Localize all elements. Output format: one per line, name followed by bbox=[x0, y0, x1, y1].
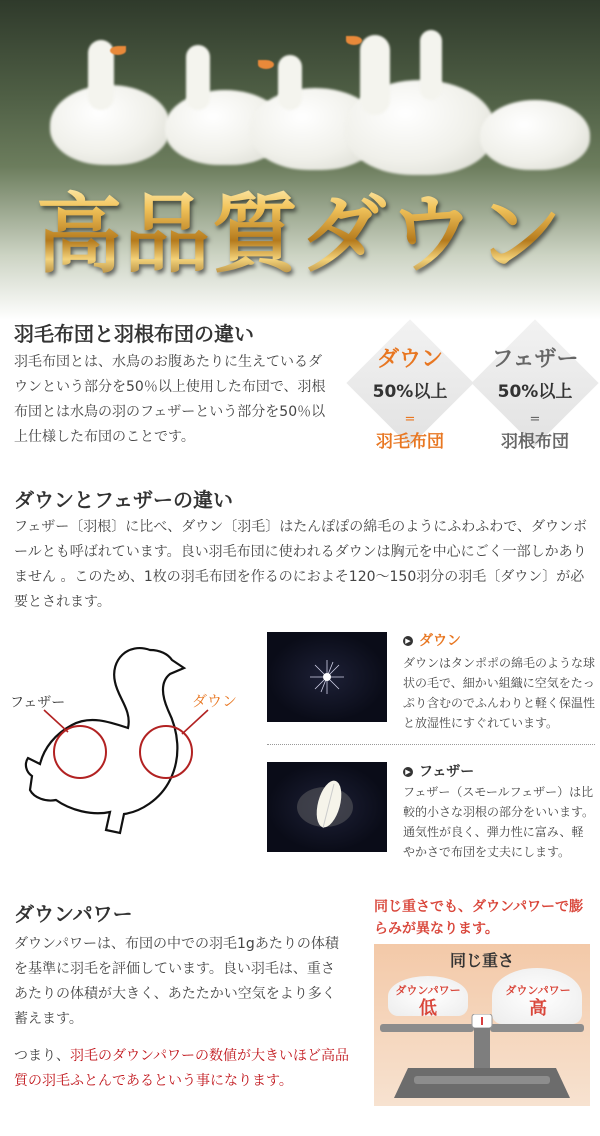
section3-body2 bbox=[14, 1044, 354, 1094]
right-label: ダウンパワー bbox=[505, 984, 571, 997]
compare-down-label: ダウン bbox=[376, 347, 443, 372]
compare-feather-result: 羽根布団 bbox=[501, 432, 569, 452]
section2-heading: ダウンとフェザーの違い bbox=[14, 488, 233, 512]
section3-body2-prefix: つまり、 bbox=[14, 1048, 70, 1064]
down-circle bbox=[140, 726, 192, 778]
feather-desc: フェザー（スモールフェザー）は比較的小さな羽根の部分をいいます。通気性が良く、弾力性に富み、軽やかさで布団を丈夫にします。 bbox=[403, 785, 595, 859]
hero-title: 高品質ダウン bbox=[0, 180, 600, 290]
section1-body: 羽毛布団とは、水鳥のお腹あたりに生えているダウンという部分を50％以上使用した布団で、羽根布団とは水鳥の羽のフェザーという部分を50％以上仕様した布団のことです。 bbox=[14, 354, 326, 445]
feather-circle bbox=[54, 726, 106, 778]
scale-title: 同じ重さ bbox=[449, 951, 514, 970]
down-title bbox=[403, 630, 461, 650]
divider bbox=[267, 744, 595, 745]
compare-down-result: 羽毛布団 bbox=[376, 432, 444, 452]
down-desc: ダウンはタンポポの綿毛のような球状の毛で、細かい組織に空気をたっぷり含むのでふんわりと軽く保温性と放湿性にすぐれています。 bbox=[403, 656, 596, 730]
bullet-arrow-icon: ▶ bbox=[403, 767, 413, 777]
left-label: ダウンパワー bbox=[395, 984, 461, 997]
section3-body2-highlight: 羽毛のダウンパワーの数値が大きいほど高品質の羽毛ふとんであるという事になります。 bbox=[14, 1048, 350, 1089]
hero-banner bbox=[0, 0, 600, 320]
diagram-feather-label: フェザー bbox=[10, 695, 66, 711]
goose-diagram bbox=[0, 630, 260, 850]
down-pointer bbox=[182, 710, 208, 734]
right-value: 高 bbox=[529, 998, 547, 1019]
compare-feather bbox=[470, 338, 600, 452]
section3-body1: ダウンパワーは、布団の中での羽毛1gあたりの体積を基準に羽毛を評価しています。良い羽毛は、重さあたりの体積が大きく、あたたかい空気をより多く蓄えます。 bbox=[14, 936, 339, 1027]
down-photo bbox=[267, 632, 387, 722]
feather-photo bbox=[267, 762, 387, 852]
compare-down-percent: 50%以上 bbox=[372, 382, 448, 402]
down-fluff-icon bbox=[267, 632, 387, 722]
diagram-down-label: ダウン bbox=[192, 692, 238, 710]
compare-feather-percent: 50%以上 bbox=[497, 382, 573, 402]
feather-title-text: フェザー bbox=[419, 764, 475, 780]
feather-title bbox=[403, 761, 474, 781]
compare-feather-label: フェザー bbox=[491, 347, 579, 372]
compare-feather-eq: = bbox=[529, 412, 541, 427]
scale-icon bbox=[374, 1014, 590, 1106]
scale-caption: 同じ重さでも、ダウンパワーで膨らみが異なります。 bbox=[374, 899, 584, 937]
section3-heading: ダウンパワー bbox=[14, 902, 133, 926]
compare-down-eq: = bbox=[404, 412, 416, 427]
feather-icon bbox=[267, 762, 387, 852]
section1-heading: 羽毛布団と羽根布団の違い bbox=[14, 322, 254, 346]
section2-body: フェザー〔羽根〕に比べ、ダウン〔羽毛〕はたんぽぽの綿毛のようにふわふわで、ダウンボールとも呼ばれています。良い羽毛布団に使われるダウンは胸元を中心にごく一部しかありません 。このため、1枚の羽毛布団を作るのにおよそ120～150羽分の羽毛〔ダウン〕が必要とされます。 bbox=[14, 519, 588, 610]
scale-illustration bbox=[374, 944, 590, 1106]
goose-outline bbox=[26, 648, 184, 833]
feather-pointer bbox=[44, 710, 68, 732]
bullet-arrow-icon: ▶ bbox=[403, 636, 413, 646]
compare-down bbox=[345, 338, 475, 452]
down-title-text: ダウン bbox=[419, 633, 461, 649]
left-value: 低 bbox=[419, 998, 437, 1019]
